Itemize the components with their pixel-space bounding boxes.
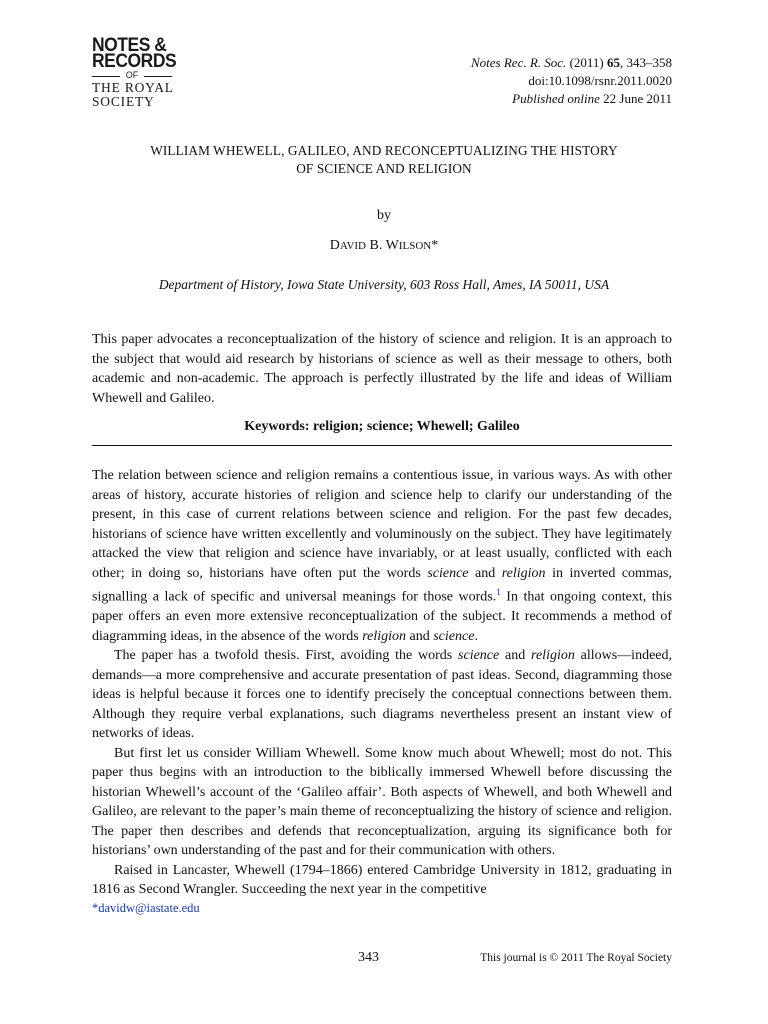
published-label: Published online: [512, 91, 600, 106]
abstract: This paper advocates a reconceptualization of the history of science and religion. It is an approach to the subject that would aid research by historians of science as well as their message to others, both academic and non-academic. The approach is perfectly illustrated by the life and ideas of William Whewell and Galileo.: [92, 332, 672, 406]
author-last-rest: ILSON: [398, 240, 432, 252]
logo-line-3: OF: [92, 71, 172, 80]
published-line: [471, 90, 672, 108]
journal-name: Notes Rec. R. Soc.: [471, 55, 567, 70]
citation-line: [471, 54, 672, 72]
title-line-1: WILLIAM WHEWELL, GALILEO, AND RECONCEPTUALIZING THE HISTORY: [150, 143, 618, 158]
page-number: 343: [358, 950, 379, 965]
emphasis: science: [427, 565, 469, 581]
text-span: .: [474, 628, 478, 644]
body-text: [92, 466, 672, 900]
logo-line-2: RECORDS: [92, 51, 177, 72]
author-first-initial: D: [329, 238, 340, 253]
doi: doi:10.1098/rsnr.2011.0020: [528, 73, 672, 88]
divider: [92, 445, 672, 446]
journal-logo: [92, 35, 178, 109]
citation-pages: , 343–358: [620, 55, 672, 70]
citation-year: (2011): [569, 55, 604, 70]
keywords: Keywords: religion; science; Whewell; Galileo: [244, 419, 520, 434]
title-line-2: OF SCIENCE AND RELIGION: [296, 161, 472, 176]
emphasis: religion: [501, 565, 546, 581]
author-middle: B.: [366, 238, 386, 253]
emphasis: science: [458, 648, 500, 664]
emphasis: religion: [531, 648, 575, 664]
paragraph-3: But first let us consider William Whewell. Some know much about Whewell; most do not. This paper thus begins with an introduction to the biblically immersed Whewell before discussing the historian Whewell’s account of the ‘Galileo affair’. Both aspects of Whewell, and both Whewell and Galileo, are relevant to the paper’s main theme of reconceptualizing the history of science and religion. The paper then describes and defends that reconceptualization, arguing its significance both for historians’ own understanding of the past and for their communication with others.: [92, 745, 672, 859]
copyright-notice: This journal is © 2011 The Royal Society: [480, 952, 672, 964]
published-date: 22 June 2011: [599, 91, 672, 106]
logo-line-5: SOCIETY: [92, 94, 155, 109]
text-span: and: [468, 565, 502, 581]
paragraph-4: Raised in Lancaster, Whewell (1794–1866) entered Cambridge University in 1812, graduating in 1816 as Second Wrangler. Succeeding the next year in the competitive: [92, 862, 672, 898]
logo-line-1: NOTES &: [92, 35, 167, 56]
text-span: In that ongoing context, this paper offers an even more extensive reconceptualization of the subject. It recommends a method of diagramming ideas, in the absence of the words: [92, 589, 672, 644]
by-label: by: [377, 208, 391, 223]
footnote-ref-1[interactable]: 1: [496, 587, 501, 597]
paragraph-1: [92, 466, 672, 646]
text-span: and: [406, 628, 434, 644]
text-span: and: [499, 648, 532, 664]
citation-block: [471, 54, 672, 108]
author-last-initial: W: [385, 238, 399, 253]
author-marker: *: [431, 238, 439, 253]
author-name: [96, 238, 672, 254]
paper-title: [96, 142, 672, 178]
author-first-rest: AVID: [339, 240, 366, 252]
emphasis: religion: [362, 628, 407, 644]
citation-volume: 65: [607, 55, 620, 70]
paragraph-2: [92, 646, 672, 744]
text-span: The paper has a twofold thesis. First, avoiding the words: [114, 648, 459, 664]
affiliation: Department of History, Iowa State University, 603 Ross Hall, Ames, IA 50011, USA: [158, 277, 610, 292]
logo-line-4: THE ROYAL: [92, 80, 174, 95]
text-span: in inverted commas, signalling a lack of specific and universal meanings for those words.: [92, 565, 672, 605]
text-span: The relation between science and religion remains a contentious issue, in various ways. As with other areas of history, accurate histories of religion and science help to clarify our understanding of the present, in this case of current relations between science and religion. For the past few decades, historians of science have written excellently and voluminously on the subject. They have legitimately attacked the view that religion and science have invariably, or at least usually, conflicted with each other; in doing so, historians have often put the words: [92, 468, 672, 581]
emphasis: science: [433, 628, 475, 644]
author-email-footnote[interactable]: *davidw@iastate.edu: [92, 901, 200, 915]
text-span: allows—indeed, demands—a more comprehensive and accurate presentation of past ideas. Second, diagramming those ideas is helpful because it forces one to identify precisely the conceptual connections between them. Although they require verbal explanations, such diagrams nevertheless present an instant view of networks of ideas.: [92, 648, 672, 742]
